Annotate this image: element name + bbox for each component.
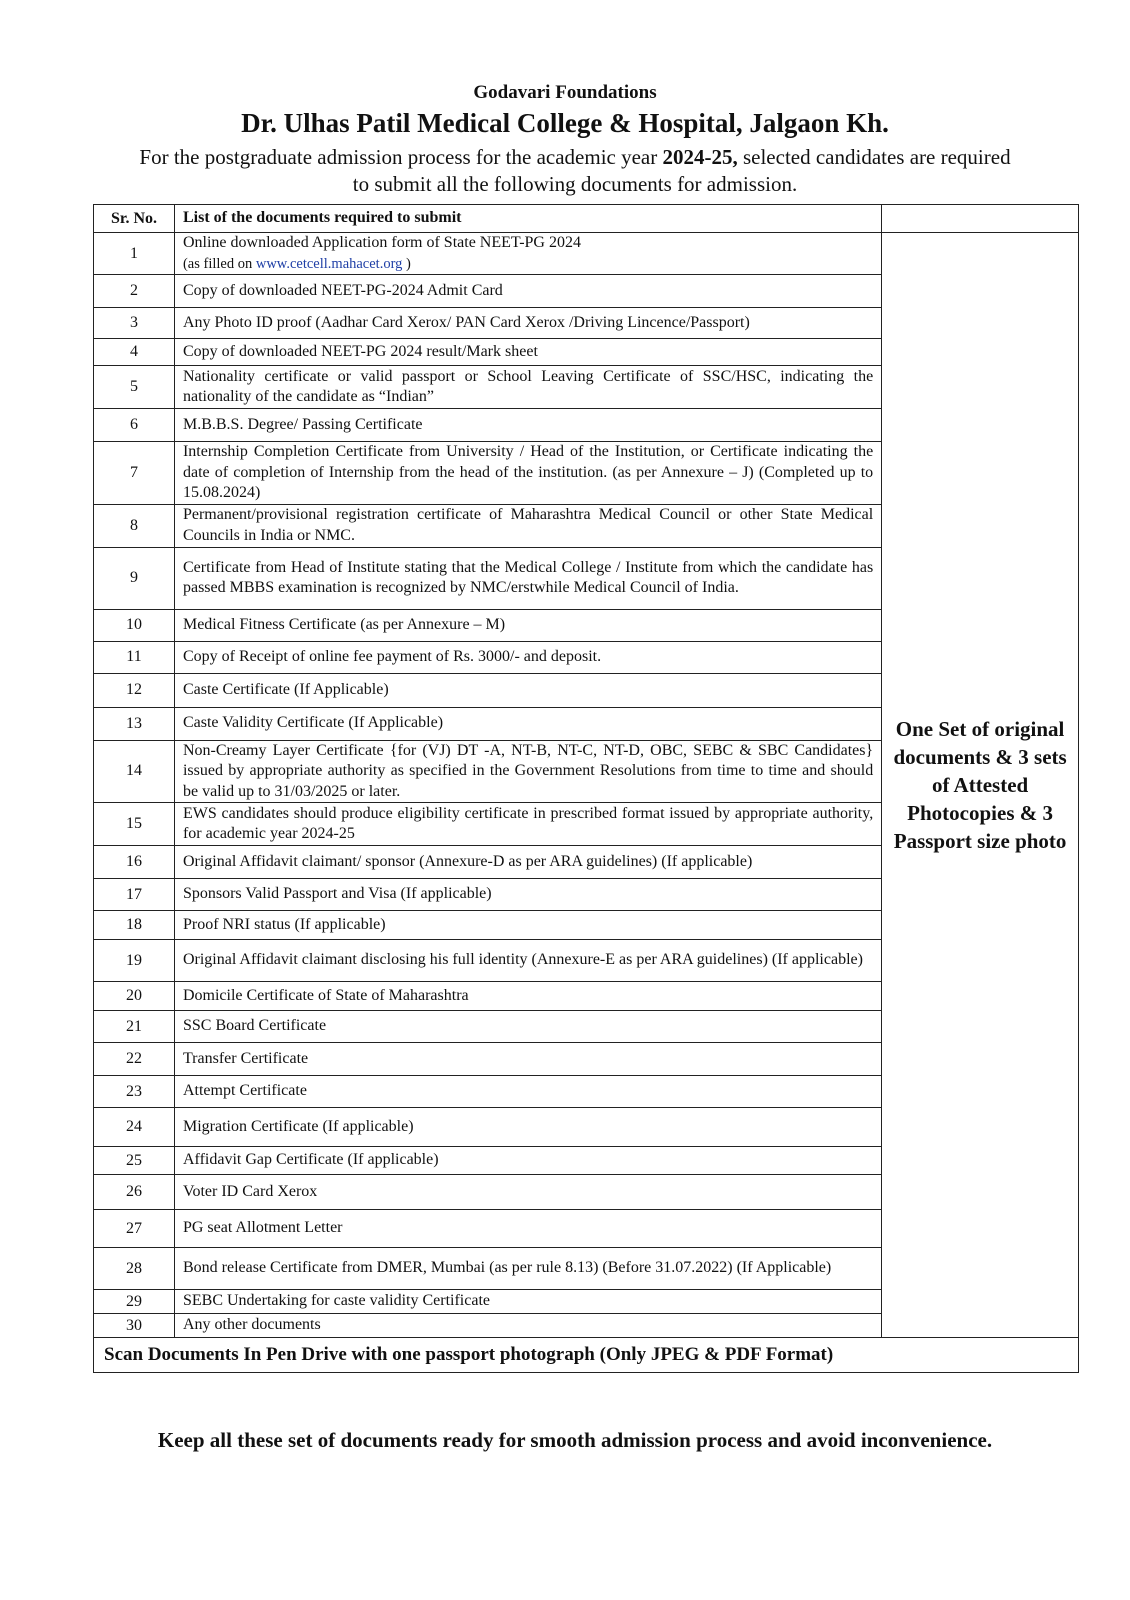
row-number: 29: [94, 1290, 175, 1314]
document-description: Domicile Certificate of State of Maharashtra: [174, 982, 881, 1011]
right-column-top: [882, 205, 1079, 233]
row-number: 20: [94, 982, 175, 1011]
row-number: 11: [94, 641, 175, 673]
document-description: Copy of downloaded NEET-PG 2024 result/Mark sheet: [174, 339, 881, 366]
row-number: 17: [94, 879, 175, 911]
document-description: Internship Completion Certificate from University / Head of the Institution, or Certificate indicating the date of completion of Internship from the head of the institution. (as per Annexure – J) (Completed up to 15.08.2024): [174, 442, 881, 505]
document-description: M.B.B.S. Degree/ Passing Certificate: [174, 409, 881, 442]
document-description: Any Photo ID proof (Aadhar Card Xerox/ PAN Card Xerox /Driving Lincence/Passport): [174, 308, 881, 339]
row-number: 2: [94, 275, 175, 308]
document-description: Certificate from Head of Institute stating that the Medical College / Institute from which the candidate has passed MBBS examination is recognized by NMC/erstwhile Medical Council of India.: [174, 547, 881, 609]
document-description: Bond release Certificate from DMER, Mumbai (as per rule 8.13) (Before 31.07.2022) (If Applicable): [174, 1248, 881, 1290]
row-number: 24: [94, 1108, 175, 1147]
documents-table: [93, 204, 1079, 1373]
row-number: 27: [94, 1210, 175, 1248]
document-description: [174, 233, 881, 275]
row-line-2: [183, 254, 873, 275]
intro-paragraph: [130, 144, 1020, 198]
cetcell-link[interactable]: www.cetcell.mahacet.org: [255, 255, 403, 272]
document-description: Copy of downloaded NEET-PG-2024 Admit Card: [174, 275, 881, 308]
row-number: 13: [94, 707, 175, 740]
row-number: 15: [94, 803, 175, 846]
row-number: 4: [94, 339, 175, 366]
row-number: 28: [94, 1248, 175, 1290]
row-number: 5: [94, 366, 175, 409]
document-description: Permanent/provisional registration certificate of Maharashtra Medical Council or other State Medical Councils in India or NMC.: [174, 504, 881, 547]
document-description: Nationality certificate or valid passport or School Leaving Certificate of SSC/HSC, indicating the nationality of the candidate as “Indian”: [174, 366, 881, 409]
row-number: 3: [94, 308, 175, 339]
document-description: Caste Validity Certificate (If Applicable): [174, 707, 881, 740]
document-description: Sponsors Valid Passport and Visa (If applicable): [174, 879, 881, 911]
row-number: 25: [94, 1147, 175, 1175]
row-number: 9: [94, 547, 175, 609]
row-number: 14: [94, 740, 175, 803]
link-prefix: (as filled on: [182, 255, 256, 272]
organization-name: Godavari Foundations: [473, 82, 657, 103]
document-description: Transfer Certificate: [174, 1043, 881, 1076]
row-number: 1: [94, 233, 175, 275]
row-number: 21: [94, 1011, 175, 1043]
college-title: Dr. Ulhas Patil Medical College & Hospital, Jalgaon Kh.: [241, 108, 889, 138]
table-row: [94, 233, 1079, 275]
document-description: SSC Board Certificate: [174, 1011, 881, 1043]
document-description: Medical Fitness Certificate (as per Annexure – M): [174, 609, 881, 641]
document-description: Copy of Receipt of online fee payment of Rs. 3000/- and deposit.: [174, 641, 881, 673]
copies-instruction: One Set of original documents & 3 sets of Attested Photocopies & 3 Passport size photo: [882, 233, 1079, 1338]
link-suffix: ): [402, 255, 411, 272]
row-number: 22: [94, 1043, 175, 1076]
document-description: Original Affidavit claimant disclosing his full identity (Annexure-E as per ARA guidelines) (If applicable): [174, 940, 881, 982]
row-number: 18: [94, 911, 175, 940]
document-description: EWS candidates should produce eligibility certificate in prescribed format issued by appropriate authority, for academic year 2024-25: [174, 803, 881, 846]
document-description: Non-Creamy Layer Certificate {for (VJ) DT -A, NT-B, NT-C, NT-D, OBC, SEBC & SBC Candidates} issued by appropriate authority as specified in the Government Resolutions from time to time and should be valid up to 31/03/2025 or later.: [174, 740, 881, 803]
documents-list-header: List of the documents required to submit: [174, 205, 881, 233]
scan-note: Scan Documents In Pen Drive with one passport photograph (Only JPEG & PDF Format): [94, 1338, 1079, 1373]
document-description: Proof NRI status (If applicable): [174, 911, 881, 940]
row-number: 12: [94, 673, 175, 707]
document-description: SEBC Undertaking for caste validity Certificate: [174, 1290, 881, 1314]
intro-text-2: selected candidates are required to submit all the following documents for admission.: [352, 145, 1011, 196]
sr-no-header: Sr. No.: [94, 205, 175, 233]
intro-year: 2024-25,: [662, 145, 738, 169]
scan-note-row: [94, 1338, 1079, 1373]
row-number: 7: [94, 442, 175, 505]
row-line-1: Online downloaded Application form of State NEET-PG 2024: [182, 234, 581, 251]
table-header-row: [94, 205, 1079, 233]
document-description: Migration Certificate (If applicable): [174, 1108, 881, 1147]
footer-note: Keep all these set of documents ready for smooth admission process and avoid inconvenience.: [157, 1428, 993, 1452]
row-number: 26: [94, 1175, 175, 1210]
row-number: 10: [94, 609, 175, 641]
document-description: Attempt Certificate: [174, 1076, 881, 1108]
row-number: 8: [94, 504, 175, 547]
row-number: 30: [94, 1314, 175, 1338]
intro-text-1: For the postgraduate admission process for the academic year: [139, 145, 663, 169]
row-number: 16: [94, 846, 175, 879]
document-description: Original Affidavit claimant/ sponsor (Annexure-D as per ARA guidelines) (If applicable): [174, 846, 881, 879]
document-description: PG seat Allotment Letter: [174, 1210, 881, 1248]
document-description: Any other documents: [174, 1314, 881, 1338]
row-number: 6: [94, 409, 175, 442]
row-number: 19: [94, 940, 175, 982]
document-description: Voter ID Card Xerox: [174, 1175, 881, 1210]
document-description: Caste Certificate (If Applicable): [174, 673, 881, 707]
row-number: 23: [94, 1076, 175, 1108]
document-description: Affidavit Gap Certificate (If applicable): [174, 1147, 881, 1175]
